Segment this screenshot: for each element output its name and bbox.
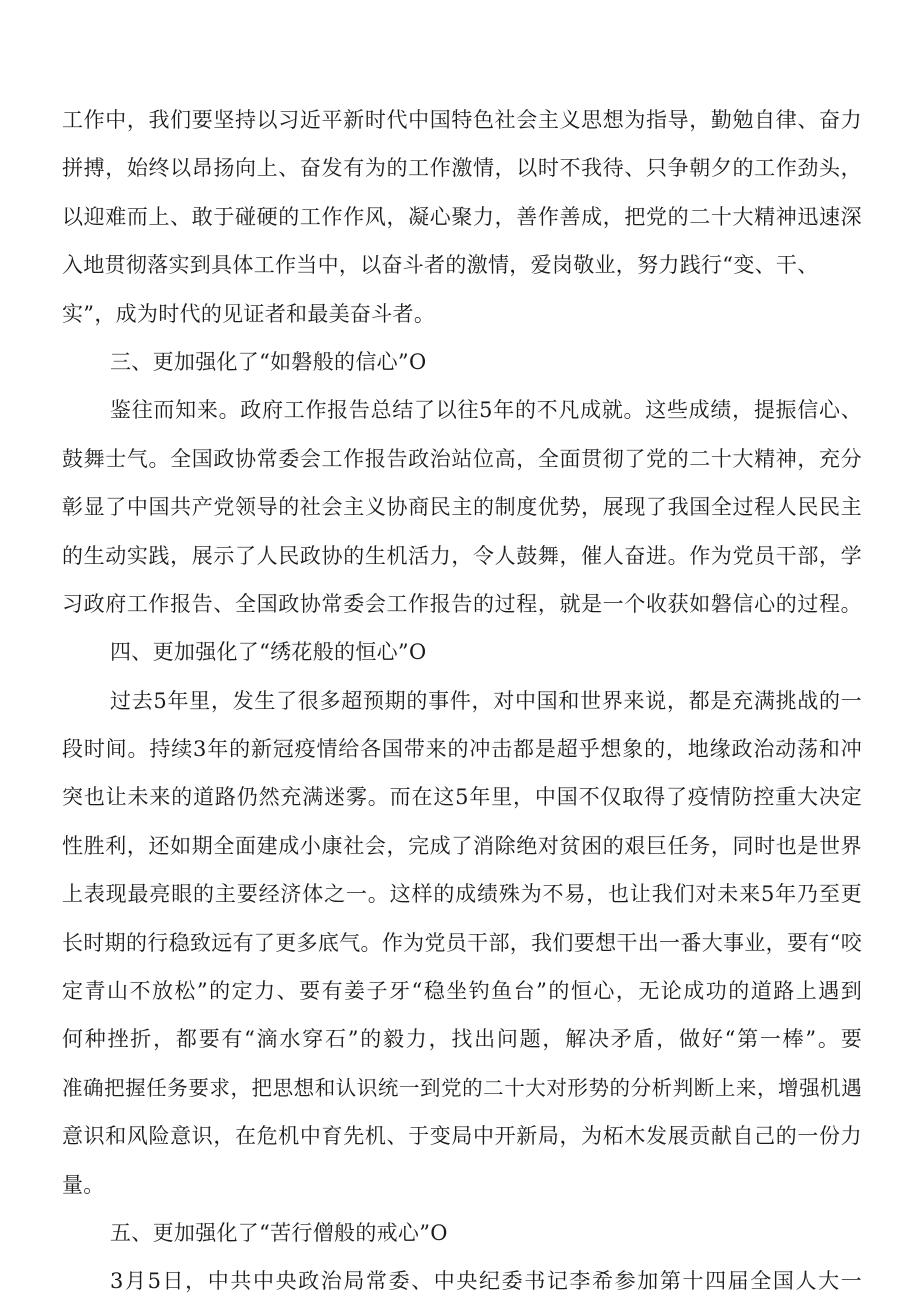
body-line: 定青山不放松”的定力、要有姜子牙“稳坐钓鱼台”的恒心，无论成功的道路上遇到: [62, 979, 862, 1004]
section-heading-3: 三、更加强化了“如磐般的信心”O: [110, 349, 427, 374]
body-line: 的生动实践，展示了人民政协的生机活力，令人鼓舞，催人奋进。作为党员干部，学: [62, 543, 862, 568]
section-heading-5: 五、更加强化了“苦行僧般的戒心”O: [110, 1220, 448, 1245]
body-line: 长时期的行稳致远有了更多底气。作为党员干部，我们要想干出一番大事业，要有“咬: [62, 930, 862, 955]
body-line: 拼搏，始终以昂扬向上、奋发有为的工作激情，以时不我待、只争朝夕的工作劲头，: [62, 156, 862, 181]
paragraph-first-line: 鉴往而知来。政府工作报告总结了以往5年的不凡成就。这些成绩，提振信心、: [110, 398, 862, 423]
document-body: [62, 96, 862, 1306]
body-line: 入地贯彻落实到具体工作当中，以奋斗者的激情，爱岗敬业，努力践行“变、干、: [62, 253, 819, 278]
body-line: 习政府工作报告、全国政协常委会工作报告的过程，就是一个收获如磐信心的过程。: [62, 591, 862, 616]
body-line: 性胜利，还如期全面建成小康社会，完成了消除绝对贫困的艰巨任务，同时也是世界: [62, 833, 862, 858]
body-line: 突也让未来的道路仍然充满迷雾。而在这5年里，中国不仅取得了疫情防控重大决定: [62, 785, 862, 810]
section-heading-4: 四、更加强化了“绣花般的恒心”O: [110, 640, 427, 665]
body-line: 量。: [62, 1172, 105, 1197]
body-line: 鼓舞士气。全国政协常委会工作报告政治站位高，全面贯彻了党的二十大精神，充分: [62, 446, 862, 471]
body-line: 彰显了中国共产党领导的社会主义协商民主的制度优势，展现了我国全过程人民民主: [62, 495, 862, 520]
body-line: 实”，成为时代的见证者和最美奋斗者。: [62, 301, 436, 326]
body-line: 段时间。持续3年的新冠疫情给各国带来的冲击都是超乎想象的，地缘政治动荡和冲: [62, 737, 862, 762]
body-line: 何种挫折，都要有“滴水穿石”的毅力，找出问题，解决矛盾，做好“第一棒”。要: [62, 1027, 862, 1052]
body-line: 上表现最亮眼的主要经济体之一。这样的成绩殊为不易，也让我们对未来5年乃至更: [62, 882, 862, 907]
body-line: 工作中，我们要坚持以习近平新时代中国特色社会主义思想为指导，勤勉自律、奋力: [62, 108, 862, 132]
body-line: 准确把握任务要求，把思想和认识统一到党的二十大对形势的分析判断上来，增强机遇: [62, 1075, 862, 1100]
body-line: 以迎难而上、敢于碰硬的工作作风，凝心聚力，善作善成，把党的二十大精神迅速深: [62, 204, 862, 229]
paragraph-first-line: 过去5年里，发生了很多超预期的事件，对中国和世界来说，都是充满挑战的一: [110, 688, 862, 713]
paragraph-first-line: 3月5日，中共中央政治局常委、中央纪委书记李希参加第十四届全国人大一: [110, 1269, 862, 1294]
body-line: 意识和风险意识，在危机中育先机、于变局中开新局，为柘木发展贡献自己的一份力: [62, 1124, 862, 1149]
